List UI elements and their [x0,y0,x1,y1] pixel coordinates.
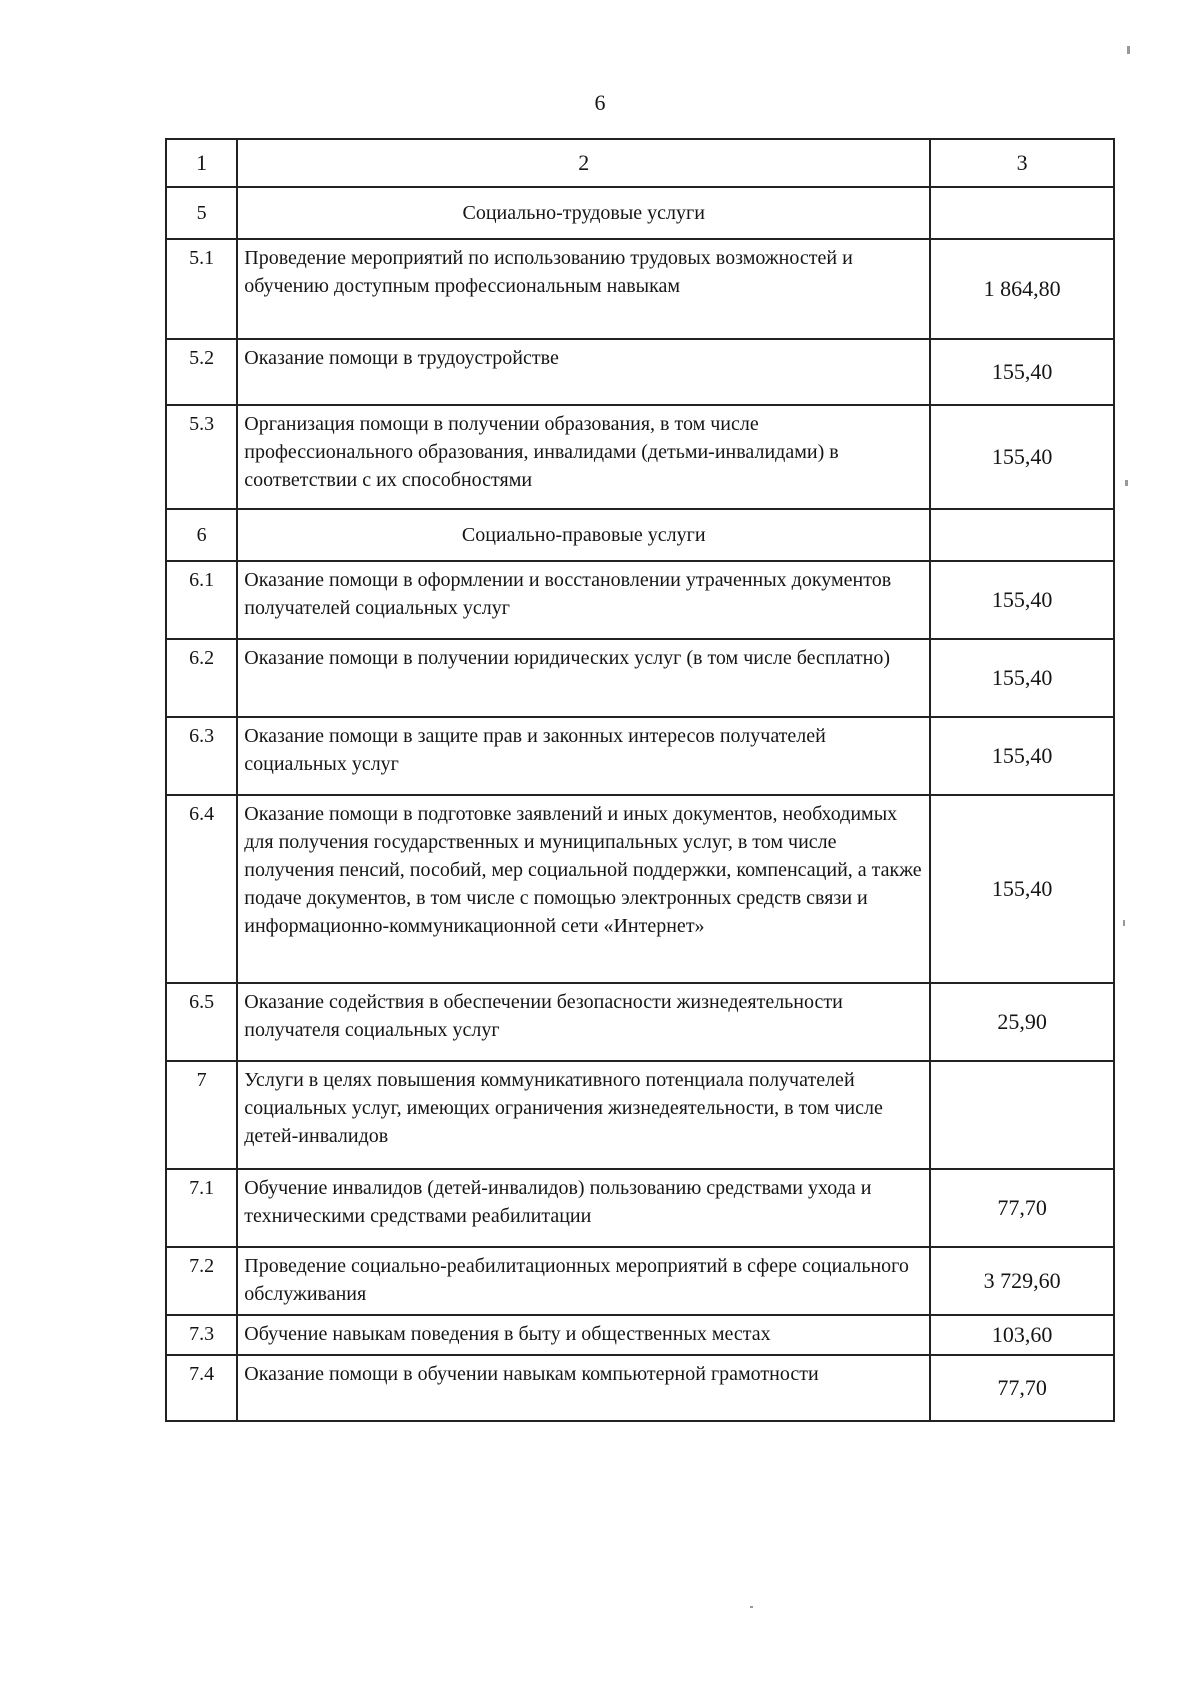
row-price: 77,70 [930,1169,1114,1247]
row-number: 5.1 [166,239,237,339]
row-service-name: Оказание помощи в трудоустройстве [237,339,930,405]
section-title: Социально-трудовые услуги [237,187,930,239]
header-col-1: 1 [166,139,237,187]
row-price: 155,40 [930,795,1114,983]
row-service-name: Оказание помощи в защите прав и законных интересов получателей социальных услуг [237,717,930,795]
scan-speck [750,1606,753,1608]
row-service-name: Оказание помощи в получении юридических услуг (в том числе бесплатно) [237,639,930,717]
row-number: 6 [166,509,237,561]
row-number: 5.2 [166,339,237,405]
section-title: Социально-правовые услуги [237,509,930,561]
table-row [166,639,1114,717]
row-service-name: Проведение социально-реабилитационных мероприятий в сфере социального обслуживания [237,1247,930,1315]
table-row [166,405,1114,509]
row-number: 7.3 [166,1315,237,1355]
row-number: 7.1 [166,1169,237,1247]
row-service-name: Оказание содействия в обеспечении безопасности жизнедеятельности получателя социальных услуг [237,983,930,1061]
scan-speck [1123,920,1125,926]
row-price: 1 864,80 [930,239,1114,339]
row-service-name: Организация помощи в получении образования, в том числе профессионального образования, инвалидами (детьми-инвалидами) в соответствии с их способностями [237,405,930,509]
row-price: 155,40 [930,639,1114,717]
row-price [930,509,1114,561]
row-number: 7 [166,1061,237,1169]
row-price: 3 729,60 [930,1247,1114,1315]
row-price [930,1061,1114,1169]
table-row [166,1169,1114,1247]
page-number: 6 [594,90,606,115]
row-service-name: Оказание помощи в обучении навыкам компьютерной грамотности [237,1355,930,1421]
table-row [166,1355,1114,1421]
table-header-row [166,139,1114,187]
row-price: 25,90 [930,983,1114,1061]
row-service-name: Обучение инвалидов (детей-инвалидов) пользованию средствами ухода и техническими средствами реабилитации [237,1169,930,1247]
row-price: 77,70 [930,1355,1114,1421]
section-title: Услуги в целях повышения коммуникативного потенциала получателей социальных услуг, имеющих ограничения жизнедеятельности, в том числе детей-инвалидов [237,1061,930,1169]
row-number: 6.5 [166,983,237,1061]
row-number: 7.2 [166,1247,237,1315]
row-service-name: Обучение навыкам поведения в быту и общественных местах [237,1315,930,1355]
row-price: 103,60 [930,1315,1114,1355]
row-number: 6.1 [166,561,237,639]
row-number: 6.2 [166,639,237,717]
header-col-2: 2 [237,139,930,187]
row-number: 7.4 [166,1355,237,1421]
table-row [166,1247,1114,1315]
row-service-name: Оказание помощи в оформлении и восстановлении утраченных документов получателей социальных услуг [237,561,930,639]
table-row [166,339,1114,405]
table-row [166,561,1114,639]
tariff-table [165,138,1115,1422]
row-price: 155,40 [930,561,1114,639]
table-row [166,795,1114,983]
section-row-6 [166,509,1114,561]
row-price: 155,40 [930,339,1114,405]
row-service-name: Оказание помощи в подготовке заявлений и иных документов, необходимых для получения государственных и муниципальных услуг, в том числе получения пенсий, пособий, мер социальной поддержки, компенсаций, а также подаче документов, в том числе с помощью электронных средств связи и информационно-коммуникационной сети «Интернет» [237,795,930,983]
table-row [166,983,1114,1061]
table-row [166,239,1114,339]
row-number: 5 [166,187,237,239]
row-service-name: Проведение мероприятий по использованию трудовых возможностей и обучению доступным профессиональным навыкам [237,239,930,339]
row-price [930,187,1114,239]
row-price: 155,40 [930,405,1114,509]
row-price: 155,40 [930,717,1114,795]
header-col-3: 3 [930,139,1114,187]
row-number: 5.3 [166,405,237,509]
scan-speck [1125,480,1128,486]
section-row-5 [166,187,1114,239]
section-row-7 [166,1061,1114,1169]
table-row [166,717,1114,795]
table-row [166,1315,1114,1355]
scan-speck [1127,46,1130,54]
row-number: 6.4 [166,795,237,983]
row-number: 6.3 [166,717,237,795]
